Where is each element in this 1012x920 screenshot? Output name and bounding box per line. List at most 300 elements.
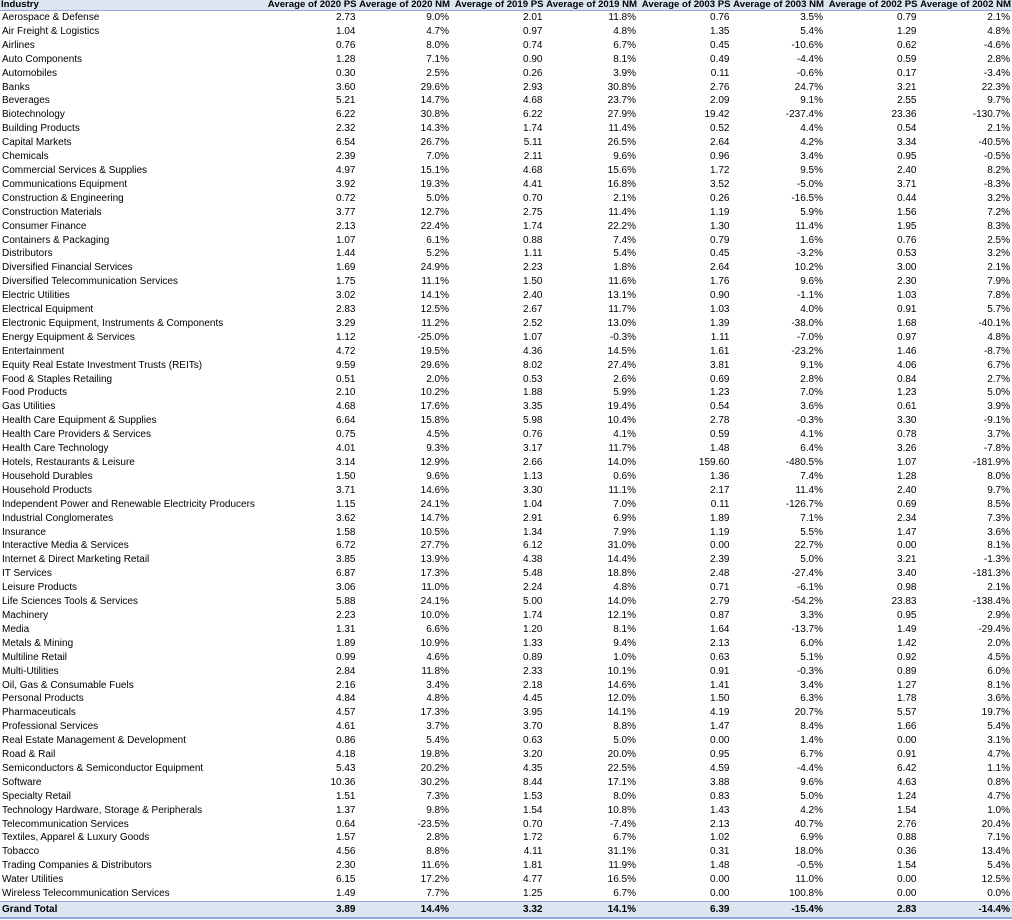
industry-cell[interactable]: Aerospace & Defense bbox=[2, 12, 100, 23]
value-cell[interactable]: 3.26 bbox=[897, 443, 917, 455]
value-cell[interactable]: 1.43 bbox=[710, 804, 730, 816]
value-cell[interactable]: 0.95 bbox=[897, 151, 917, 163]
value-cell[interactable]: 5.0% bbox=[800, 790, 823, 802]
value-cell[interactable]: 4.45 bbox=[523, 693, 543, 705]
value-cell[interactable]: 1.0% bbox=[987, 804, 1010, 816]
value-cell[interactable]: 12.9% bbox=[420, 457, 449, 468]
value-cell[interactable]: 3.2% bbox=[987, 248, 1010, 260]
value-cell[interactable]: 3.77 bbox=[336, 206, 356, 218]
value-cell[interactable]: 0.72 bbox=[336, 192, 356, 204]
value-cell[interactable]: 17.3% bbox=[420, 707, 449, 719]
value-cell[interactable]: 19.7% bbox=[981, 707, 1010, 719]
grand-total-cell[interactable]: 2.83 bbox=[825, 902, 919, 919]
value-cell[interactable]: 1.49 bbox=[336, 888, 356, 900]
value-cell[interactable]: 0.53 bbox=[523, 373, 543, 385]
value-cell[interactable]: 1.54 bbox=[897, 804, 917, 816]
value-cell[interactable]: 9.6% bbox=[613, 151, 636, 163]
value-cell[interactable]: 6.3% bbox=[800, 693, 823, 705]
value-cell[interactable]: 5.0% bbox=[987, 387, 1010, 399]
value-cell[interactable]: 0.69 bbox=[710, 373, 730, 385]
value-cell[interactable]: 9.1% bbox=[800, 95, 823, 107]
value-cell[interactable]: 0.76 bbox=[336, 39, 356, 51]
value-cell[interactable]: 2.17 bbox=[710, 484, 730, 496]
value-cell[interactable]: 7.1% bbox=[800, 512, 823, 524]
value-cell[interactable]: 10.36 bbox=[330, 776, 356, 788]
value-cell[interactable]: 0.11 bbox=[710, 498, 730, 510]
value-cell[interactable]: -480.5% bbox=[785, 457, 823, 468]
value-cell[interactable]: 1.54 bbox=[897, 860, 917, 872]
value-cell[interactable]: 0.53 bbox=[897, 248, 917, 260]
value-cell[interactable]: 4.2% bbox=[800, 137, 823, 149]
value-cell[interactable]: 4.0% bbox=[800, 304, 823, 316]
value-cell[interactable]: -7.0% bbox=[796, 331, 823, 343]
column-header-2019-nm[interactable]: Average of 2019 NM bbox=[546, 0, 637, 10]
value-cell[interactable]: 0.87 bbox=[710, 609, 730, 621]
value-cell[interactable]: 24.1% bbox=[420, 596, 449, 608]
value-cell[interactable]: 8.0% bbox=[987, 470, 1010, 482]
value-cell[interactable]: 1.33 bbox=[523, 637, 543, 649]
value-cell[interactable]: 1.11 bbox=[523, 248, 543, 260]
value-cell[interactable]: 1.27 bbox=[897, 679, 917, 691]
value-cell[interactable]: 0.0% bbox=[987, 888, 1010, 900]
value-cell[interactable]: 11.7% bbox=[608, 304, 636, 316]
value-cell[interactable]: 5.4% bbox=[987, 721, 1010, 733]
grand-total-label[interactable]: Grand Total bbox=[0, 902, 264, 919]
value-cell[interactable]: 3.06 bbox=[336, 582, 356, 594]
value-cell[interactable]: 0.36 bbox=[897, 846, 917, 858]
value-cell[interactable]: 9.6% bbox=[800, 776, 823, 788]
value-cell[interactable]: 9.6% bbox=[800, 276, 823, 288]
value-cell[interactable]: 2.1% bbox=[987, 582, 1010, 594]
value-cell[interactable]: -54.2% bbox=[791, 596, 823, 608]
value-cell[interactable]: 6.64 bbox=[336, 415, 356, 427]
value-cell[interactable]: 11.9% bbox=[608, 860, 636, 872]
industry-cell[interactable]: Chemicals bbox=[2, 151, 49, 163]
value-cell[interactable]: 5.21 bbox=[336, 95, 356, 107]
value-cell[interactable]: 7.0% bbox=[800, 387, 823, 399]
value-cell[interactable]: 5.0% bbox=[613, 735, 636, 747]
value-cell[interactable]: 3.34 bbox=[897, 137, 917, 149]
value-cell[interactable]: 3.30 bbox=[523, 484, 543, 496]
value-cell[interactable]: 7.2% bbox=[987, 206, 1010, 218]
value-cell[interactable]: -3.2% bbox=[796, 248, 823, 260]
industry-cell[interactable]: Biotechnology bbox=[2, 109, 65, 121]
value-cell[interactable]: 4.8% bbox=[987, 331, 1010, 343]
value-cell[interactable]: 3.4% bbox=[800, 151, 823, 163]
grand-total-cell[interactable]: 14.4% bbox=[358, 902, 452, 919]
value-cell[interactable]: 9.5% bbox=[800, 164, 823, 176]
value-cell[interactable]: 10.2% bbox=[420, 387, 449, 399]
value-cell[interactable]: 4.57 bbox=[336, 707, 356, 719]
value-cell[interactable]: 4.56 bbox=[336, 846, 356, 858]
industry-cell[interactable]: Energy Equipment & Services bbox=[2, 331, 135, 343]
industry-cell[interactable]: Professional Services bbox=[2, 721, 99, 733]
value-cell[interactable]: 4.59 bbox=[710, 762, 730, 774]
value-cell[interactable]: 4.11 bbox=[523, 846, 543, 858]
industry-cell[interactable]: Life Sciences Tools & Services bbox=[2, 596, 138, 608]
grand-total-cell[interactable]: 3.89 bbox=[264, 902, 358, 919]
value-cell[interactable]: 4.7% bbox=[987, 790, 1010, 802]
value-cell[interactable]: 8.0% bbox=[426, 39, 449, 51]
value-cell[interactable]: 3.92 bbox=[336, 178, 356, 190]
value-cell[interactable]: 3.3% bbox=[800, 609, 823, 621]
value-cell[interactable]: 0.76 bbox=[710, 12, 730, 23]
value-cell[interactable]: 6.7% bbox=[613, 39, 636, 51]
value-cell[interactable]: 11.0% bbox=[795, 874, 823, 886]
value-cell[interactable]: 1.8% bbox=[613, 262, 636, 274]
value-cell[interactable]: 0.76 bbox=[523, 429, 543, 441]
value-cell[interactable]: 22.4% bbox=[420, 220, 449, 232]
value-cell[interactable]: 4.35 bbox=[523, 762, 543, 774]
value-cell[interactable]: 1.46 bbox=[897, 345, 917, 357]
industry-cell[interactable]: Commercial Services & Supplies bbox=[2, 164, 148, 176]
value-cell[interactable]: 0.96 bbox=[710, 151, 730, 163]
value-cell[interactable]: 5.9% bbox=[613, 387, 636, 399]
value-cell[interactable]: 4.1% bbox=[800, 429, 823, 441]
value-cell[interactable]: 16.8% bbox=[607, 178, 636, 190]
value-cell[interactable]: 5.2% bbox=[426, 248, 449, 260]
value-cell[interactable]: 0.91 bbox=[710, 665, 730, 677]
value-cell[interactable]: 26.7% bbox=[420, 137, 449, 149]
value-cell[interactable]: 5.48 bbox=[523, 568, 543, 580]
value-cell[interactable]: 1.89 bbox=[336, 637, 356, 649]
value-cell[interactable]: 17.1% bbox=[607, 776, 636, 788]
value-cell[interactable]: 22.3% bbox=[981, 81, 1010, 93]
value-cell[interactable]: 11.1% bbox=[421, 276, 449, 288]
value-cell[interactable]: 1.25 bbox=[523, 888, 543, 900]
value-cell[interactable]: 4.7% bbox=[987, 749, 1010, 761]
value-cell[interactable]: 0.00 bbox=[710, 874, 730, 886]
value-cell[interactable]: 5.43 bbox=[336, 762, 356, 774]
value-cell[interactable]: 0.76 bbox=[897, 234, 917, 246]
value-cell[interactable]: 8.3% bbox=[987, 220, 1010, 232]
industry-cell[interactable]: Tobacco bbox=[2, 846, 40, 858]
value-cell[interactable]: 1.37 bbox=[336, 804, 356, 816]
value-cell[interactable]: 5.57 bbox=[897, 707, 917, 719]
value-cell[interactable]: 5.4% bbox=[987, 860, 1010, 872]
value-cell[interactable]: 7.0% bbox=[426, 151, 449, 163]
value-cell[interactable]: 1.47 bbox=[897, 526, 917, 538]
value-cell[interactable]: 0.74 bbox=[523, 39, 543, 51]
value-cell[interactable]: 4.68 bbox=[523, 95, 543, 107]
value-cell[interactable]: 1.68 bbox=[897, 317, 917, 329]
value-cell[interactable]: 1.07 bbox=[897, 457, 917, 468]
value-cell[interactable]: 1.07 bbox=[523, 331, 543, 343]
value-cell[interactable]: 2.40 bbox=[523, 290, 543, 302]
value-cell[interactable]: 15.1% bbox=[420, 164, 449, 176]
value-cell[interactable]: 3.35 bbox=[523, 401, 543, 413]
value-cell[interactable]: 5.4% bbox=[800, 25, 823, 37]
industry-cell[interactable]: Health Care Technology bbox=[2, 443, 109, 455]
value-cell[interactable]: 13.4% bbox=[981, 846, 1010, 858]
value-cell[interactable]: 1.39 bbox=[710, 317, 730, 329]
value-cell[interactable]: 23.7% bbox=[607, 95, 636, 107]
value-cell[interactable]: 0.54 bbox=[710, 401, 730, 413]
grand-total-cell[interactable]: 14.1% bbox=[545, 902, 639, 919]
value-cell[interactable]: 0.59 bbox=[710, 429, 730, 441]
value-cell[interactable]: 11.0% bbox=[421, 582, 449, 594]
value-cell[interactable]: 7.9% bbox=[613, 526, 636, 538]
value-cell[interactable]: 23.36 bbox=[891, 109, 917, 121]
value-cell[interactable]: 3.62 bbox=[336, 512, 356, 524]
value-cell[interactable]: 22.2% bbox=[607, 220, 636, 232]
value-cell[interactable]: 0.51 bbox=[336, 373, 356, 385]
value-cell[interactable]: 5.7% bbox=[987, 304, 1010, 316]
value-cell[interactable]: 2.40 bbox=[897, 484, 917, 496]
value-cell[interactable]: 1.19 bbox=[710, 206, 730, 218]
value-cell[interactable]: 2.91 bbox=[523, 512, 543, 524]
value-cell[interactable]: 0.00 bbox=[710, 888, 730, 900]
value-cell[interactable]: 18.8% bbox=[607, 568, 636, 580]
value-cell[interactable]: 159.60 bbox=[698, 457, 730, 468]
value-cell[interactable]: 1.35 bbox=[710, 25, 730, 37]
industry-cell[interactable]: Electric Utilities bbox=[2, 290, 70, 302]
value-cell[interactable]: 4.77 bbox=[523, 874, 543, 886]
column-header-2020-nm[interactable]: Average of 2020 NM bbox=[359, 0, 450, 10]
value-cell[interactable]: 8.1% bbox=[613, 623, 636, 635]
industry-cell[interactable]: Air Freight & Logistics bbox=[2, 25, 100, 37]
value-cell[interactable]: 8.5% bbox=[987, 498, 1010, 510]
value-cell[interactable]: 7.1% bbox=[987, 832, 1010, 844]
value-cell[interactable]: 0.97 bbox=[897, 331, 917, 343]
value-cell[interactable]: 2.1% bbox=[987, 262, 1010, 274]
column-header-2003-ps[interactable]: Average of 2003 PS bbox=[638, 0, 732, 11]
industry-cell[interactable]: Interactive Media & Services bbox=[2, 540, 129, 552]
industry-cell[interactable]: Road & Rail bbox=[2, 749, 56, 761]
value-cell[interactable]: 7.3% bbox=[426, 790, 449, 802]
value-cell[interactable]: 2.1% bbox=[987, 12, 1010, 23]
value-cell[interactable]: 5.11 bbox=[523, 137, 543, 149]
industry-cell[interactable]: Consumer Finance bbox=[2, 220, 87, 232]
industry-cell[interactable]: Gas Utilities bbox=[2, 401, 56, 413]
value-cell[interactable]: 1.12 bbox=[336, 331, 356, 343]
value-cell[interactable]: -40.5% bbox=[978, 137, 1010, 149]
value-cell[interactable]: 2.66 bbox=[523, 457, 543, 468]
industry-cell[interactable]: Electronic Equipment, Instruments & Components bbox=[2, 317, 224, 329]
industry-cell[interactable]: Electrical Equipment bbox=[2, 304, 94, 316]
value-cell[interactable]: 2.18 bbox=[523, 679, 543, 691]
value-cell[interactable]: 5.00 bbox=[523, 596, 543, 608]
value-cell[interactable]: 3.6% bbox=[987, 526, 1010, 538]
industry-cell[interactable]: Automobiles bbox=[2, 67, 58, 79]
value-cell[interactable]: 0.75 bbox=[336, 429, 356, 441]
value-cell[interactable]: 17.3% bbox=[420, 568, 449, 580]
value-cell[interactable]: 5.1% bbox=[800, 651, 823, 663]
value-cell[interactable]: -5.0% bbox=[796, 178, 823, 190]
value-cell[interactable]: 1.04 bbox=[336, 25, 356, 37]
value-cell[interactable]: -9.1% bbox=[983, 415, 1010, 427]
value-cell[interactable]: 1.72 bbox=[523, 832, 543, 844]
value-cell[interactable]: 7.7% bbox=[426, 888, 449, 900]
industry-cell[interactable]: IT Services bbox=[2, 568, 52, 580]
value-cell[interactable]: 7.3% bbox=[987, 512, 1010, 524]
value-cell[interactable]: 4.68 bbox=[336, 401, 356, 413]
value-cell[interactable]: 0.00 bbox=[897, 735, 917, 747]
value-cell[interactable]: 2.5% bbox=[987, 234, 1010, 246]
value-cell[interactable]: 9.7% bbox=[987, 484, 1010, 496]
grand-total-cell[interactable]: -15.4% bbox=[732, 902, 826, 919]
value-cell[interactable]: 14.4% bbox=[607, 554, 636, 566]
value-cell[interactable]: 0.61 bbox=[897, 401, 917, 413]
value-cell[interactable]: 3.71 bbox=[897, 178, 917, 190]
value-cell[interactable]: 13.1% bbox=[607, 290, 636, 302]
grand-total-cell[interactable]: 6.39 bbox=[638, 902, 732, 919]
value-cell[interactable]: 30.8% bbox=[607, 81, 636, 93]
value-cell[interactable]: 3.21 bbox=[897, 554, 917, 566]
value-cell[interactable]: -0.3% bbox=[796, 415, 823, 427]
value-cell[interactable]: 0.92 bbox=[897, 651, 917, 663]
value-cell[interactable]: 11.4% bbox=[608, 123, 636, 135]
value-cell[interactable]: 13.0% bbox=[607, 317, 636, 329]
value-cell[interactable]: 0.6% bbox=[613, 470, 636, 482]
value-cell[interactable]: 1.75 bbox=[336, 276, 356, 288]
value-cell[interactable]: 5.5% bbox=[800, 526, 823, 538]
value-cell[interactable]: 2.83 bbox=[336, 304, 356, 316]
value-cell[interactable]: 3.6% bbox=[987, 693, 1010, 705]
value-cell[interactable]: 1.41 bbox=[710, 679, 730, 691]
value-cell[interactable]: -0.6% bbox=[796, 67, 823, 79]
value-cell[interactable]: 1.6% bbox=[800, 234, 823, 246]
value-cell[interactable]: 4.2% bbox=[800, 804, 823, 816]
industry-cell[interactable]: Independent Power and Renewable Electricity Producers bbox=[2, 498, 255, 510]
value-cell[interactable]: 1.81 bbox=[523, 860, 543, 872]
industry-cell[interactable]: Trading Companies & Distributors bbox=[2, 860, 152, 872]
value-cell[interactable]: 3.71 bbox=[336, 484, 356, 496]
industry-cell[interactable]: Media bbox=[2, 623, 30, 635]
industry-cell[interactable]: Entertainment bbox=[2, 345, 65, 357]
industry-cell[interactable]: Health Care Equipment & Supplies bbox=[2, 415, 157, 427]
value-cell[interactable]: 12.5% bbox=[420, 304, 449, 316]
value-cell[interactable]: 1.20 bbox=[523, 623, 543, 635]
value-cell[interactable]: 0.86 bbox=[336, 735, 356, 747]
value-cell[interactable]: 30.2% bbox=[420, 776, 449, 788]
value-cell[interactable]: 6.42 bbox=[897, 762, 917, 774]
value-cell[interactable]: 2.13 bbox=[336, 220, 356, 232]
value-cell[interactable]: 14.3% bbox=[420, 123, 449, 135]
value-cell[interactable]: 11.6% bbox=[608, 276, 636, 288]
value-cell[interactable]: 0.64 bbox=[336, 818, 356, 830]
value-cell[interactable]: 3.17 bbox=[523, 443, 543, 455]
value-cell[interactable]: 11.7% bbox=[608, 443, 636, 455]
value-cell[interactable]: 5.88 bbox=[336, 596, 356, 608]
value-cell[interactable]: 7.4% bbox=[613, 234, 636, 246]
value-cell[interactable]: 0.17 bbox=[897, 67, 917, 79]
value-cell[interactable]: 4.7% bbox=[426, 25, 449, 37]
value-cell[interactable]: 3.85 bbox=[336, 554, 356, 566]
value-cell[interactable]: 20.0% bbox=[607, 749, 636, 761]
industry-cell[interactable]: Diversified Telecommunication Services bbox=[2, 276, 178, 288]
industry-cell[interactable]: Pharmaceuticals bbox=[2, 707, 76, 719]
value-cell[interactable]: 7.4% bbox=[800, 470, 823, 482]
industry-cell[interactable]: Metals & Mining bbox=[2, 637, 74, 649]
value-cell[interactable]: 8.8% bbox=[613, 721, 636, 733]
value-cell[interactable]: 29.6% bbox=[420, 359, 449, 371]
value-cell[interactable]: 6.6% bbox=[426, 623, 449, 635]
value-cell[interactable]: 5.4% bbox=[426, 735, 449, 747]
value-cell[interactable]: 0.63 bbox=[710, 651, 730, 663]
value-cell[interactable]: 3.7% bbox=[987, 429, 1010, 441]
value-cell[interactable]: 14.0% bbox=[607, 457, 636, 468]
value-cell[interactable]: 1.44 bbox=[336, 248, 356, 260]
value-cell[interactable]: 10.9% bbox=[420, 637, 449, 649]
value-cell[interactable]: 2.76 bbox=[897, 818, 917, 830]
value-cell[interactable]: 3.5% bbox=[800, 12, 823, 23]
value-cell[interactable]: 3.52 bbox=[710, 178, 730, 190]
value-cell[interactable]: 0.8% bbox=[987, 776, 1010, 788]
value-cell[interactable]: 14.1% bbox=[607, 707, 636, 719]
value-cell[interactable]: 0.59 bbox=[897, 53, 917, 65]
value-cell[interactable]: 2.13 bbox=[710, 818, 730, 830]
value-cell[interactable]: 20.7% bbox=[794, 707, 823, 719]
value-cell[interactable]: 1.23 bbox=[897, 387, 917, 399]
value-cell[interactable]: 14.6% bbox=[420, 484, 449, 496]
value-cell[interactable]: 7.0% bbox=[613, 498, 636, 510]
value-cell[interactable]: 1.02 bbox=[710, 832, 730, 844]
value-cell[interactable]: 100.8% bbox=[789, 888, 823, 900]
value-cell[interactable]: 2.10 bbox=[336, 387, 356, 399]
value-cell[interactable]: 1.23 bbox=[710, 387, 730, 399]
value-cell[interactable]: -130.7% bbox=[972, 109, 1010, 121]
value-cell[interactable]: 4.68 bbox=[523, 164, 543, 176]
value-cell[interactable]: 3.1% bbox=[987, 735, 1010, 747]
value-cell[interactable]: 1.47 bbox=[710, 721, 730, 733]
value-cell[interactable]: 24.9% bbox=[420, 262, 449, 274]
value-cell[interactable]: 0.62 bbox=[897, 39, 917, 51]
value-cell[interactable]: 12.7% bbox=[420, 206, 449, 218]
value-cell[interactable]: 1.15 bbox=[336, 498, 356, 510]
value-cell[interactable]: 3.4% bbox=[426, 679, 449, 691]
value-cell[interactable]: 6.54 bbox=[336, 137, 356, 149]
industry-cell[interactable]: Containers & Packaging bbox=[2, 234, 110, 246]
value-cell[interactable]: 9.4% bbox=[613, 637, 636, 649]
value-cell[interactable]: 10.4% bbox=[607, 415, 636, 427]
value-cell[interactable]: 3.40 bbox=[897, 568, 917, 580]
value-cell[interactable]: -13.7% bbox=[791, 623, 823, 635]
industry-cell[interactable]: Banks bbox=[2, 81, 30, 93]
industry-cell[interactable]: Semiconductors & Semiconductor Equipment bbox=[2, 762, 204, 774]
value-cell[interactable]: -0.5% bbox=[796, 860, 823, 872]
value-cell[interactable]: 17.2% bbox=[420, 874, 449, 886]
industry-cell[interactable]: Household Products bbox=[2, 484, 93, 496]
value-cell[interactable]: 3.21 bbox=[897, 81, 917, 93]
value-cell[interactable]: 2.32 bbox=[336, 123, 356, 135]
industry-cell[interactable]: Multiline Retail bbox=[2, 651, 68, 663]
value-cell[interactable]: 2.6% bbox=[613, 373, 636, 385]
value-cell[interactable]: 4.36 bbox=[523, 345, 543, 357]
value-cell[interactable]: 1.28 bbox=[336, 53, 356, 65]
value-cell[interactable]: 3.02 bbox=[336, 290, 356, 302]
value-cell[interactable]: 12.1% bbox=[607, 609, 636, 621]
value-cell[interactable]: 2.24 bbox=[523, 582, 543, 594]
value-cell[interactable]: -25.0% bbox=[417, 331, 449, 343]
value-cell[interactable]: -126.7% bbox=[785, 498, 823, 510]
value-cell[interactable]: -3.4% bbox=[983, 67, 1010, 79]
value-cell[interactable]: 1.74 bbox=[523, 123, 543, 135]
value-cell[interactable]: 0.44 bbox=[897, 192, 917, 204]
value-cell[interactable]: 4.1% bbox=[613, 429, 636, 441]
value-cell[interactable]: 27.4% bbox=[607, 359, 636, 371]
value-cell[interactable]: 0.45 bbox=[710, 248, 730, 260]
industry-cell[interactable]: Construction Materials bbox=[2, 206, 102, 218]
value-cell[interactable]: 1.58 bbox=[336, 526, 356, 538]
value-cell[interactable]: 0.88 bbox=[523, 234, 543, 246]
value-cell[interactable]: 0.79 bbox=[710, 234, 730, 246]
value-cell[interactable]: 4.5% bbox=[426, 429, 449, 441]
value-cell[interactable]: 8.1% bbox=[987, 540, 1010, 552]
industry-cell[interactable]: Technology Hardware, Storage & Peripherals bbox=[2, 804, 203, 816]
value-cell[interactable]: 3.30 bbox=[897, 415, 917, 427]
value-cell[interactable]: 1.11 bbox=[710, 331, 730, 343]
